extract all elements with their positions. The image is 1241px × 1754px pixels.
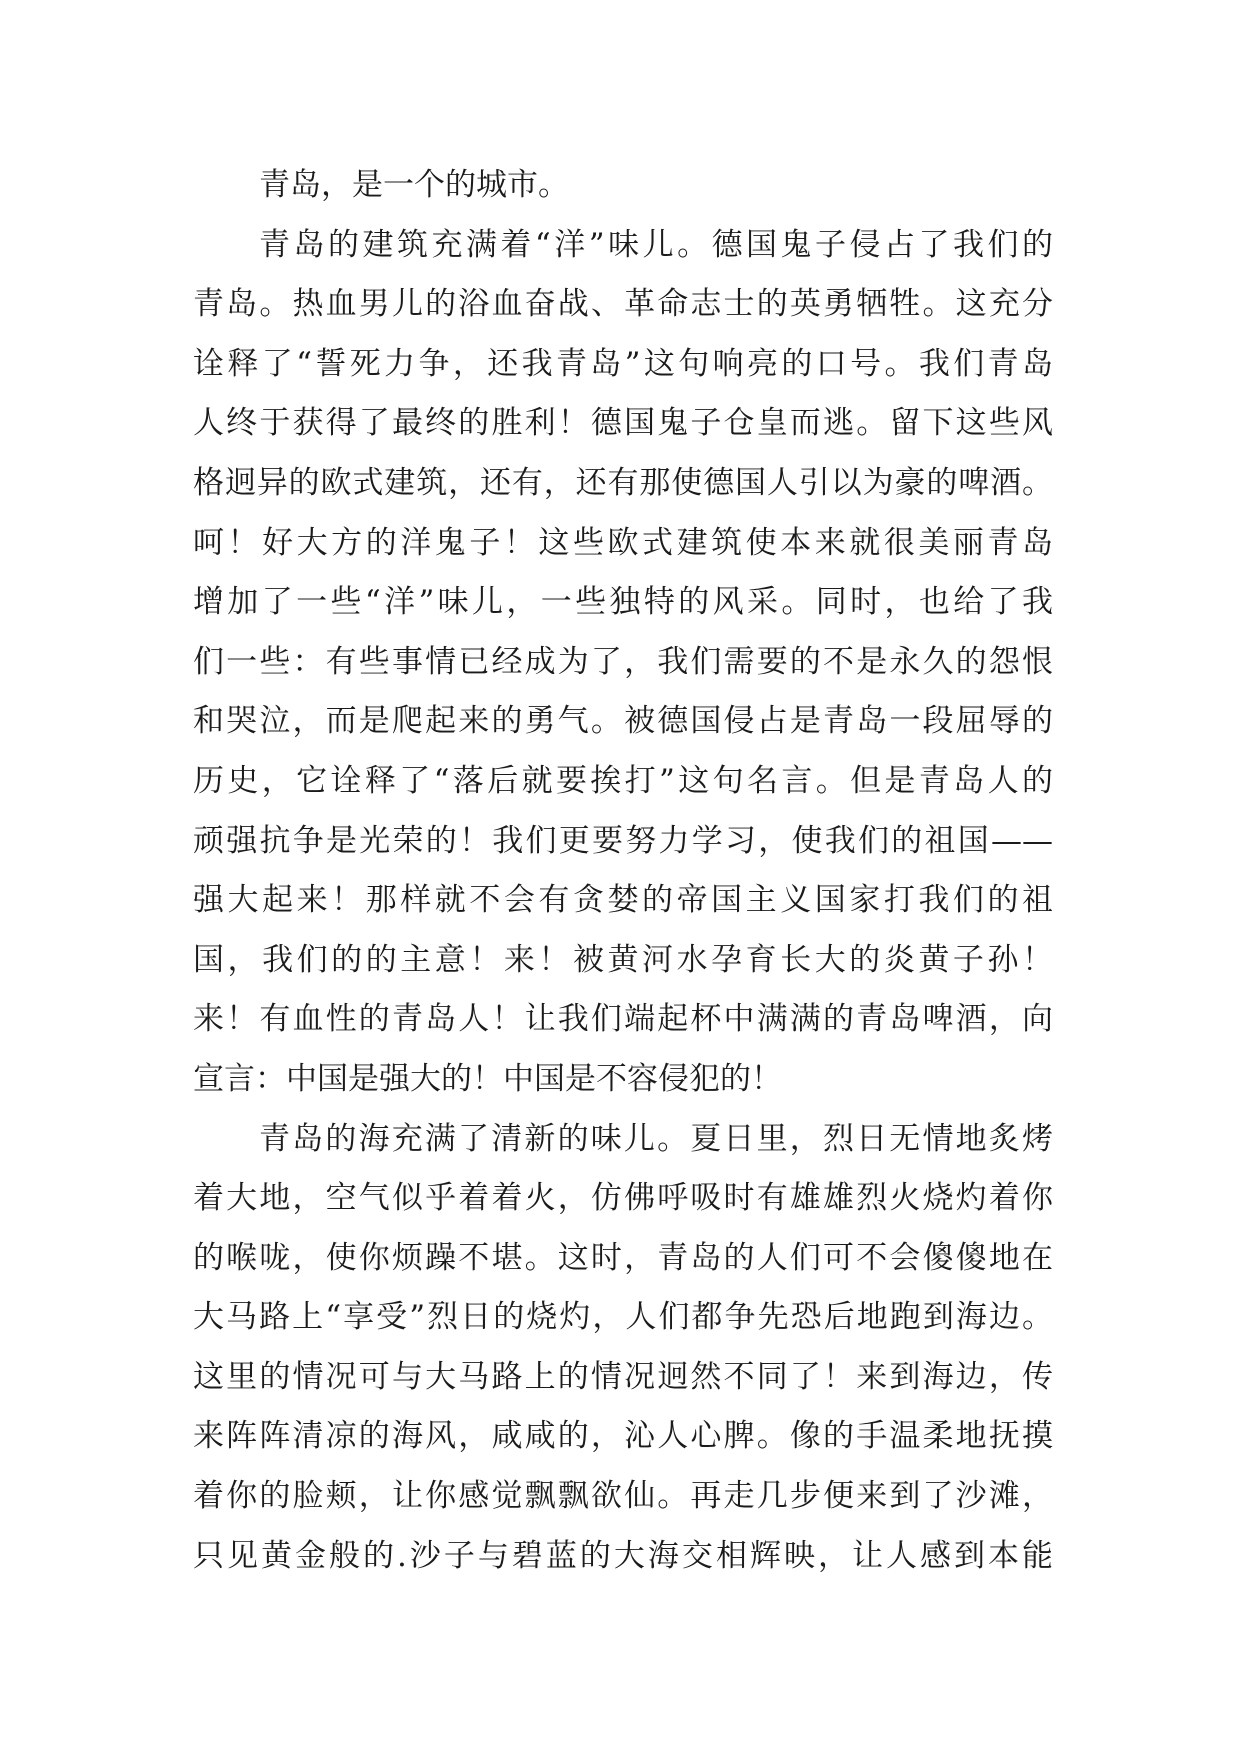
text-line: 青岛的海充满了清新的味儿。夏日里，烈日无情地炙烤 <box>259 1120 1053 1157</box>
text-line: 青岛，是一个的城市。 <box>259 167 569 203</box>
text-line: 顽强抗争是光荣的！我们更要努力学习，使我们的祖国—— <box>193 822 1053 859</box>
text-line: 增加了一些“洋”味儿，一些独特的风采。同时，也给了我 <box>193 584 1053 621</box>
text-line: 这里的情况可与大马路上的情况迥然不同了！来到海边，传 <box>193 1358 1053 1395</box>
text-line: 呵！好大方的洋鬼子！这些欧式建筑使本来就很美丽青岛 <box>193 524 1053 561</box>
text-line: 们一些：有些事情已经成为了，我们需要的不是永久的怨恨 <box>193 643 1053 680</box>
text-line: 只见黄金般的.沙子与碧蓝的大海交相辉映，让人感到本能 <box>193 1537 1053 1574</box>
text-line: 青岛的建筑充满着“洋”味儿。德国鬼子侵占了我们的 <box>259 226 1053 263</box>
text-line: 青岛。热血男儿的浴血奋战、革命志士的英勇牺牲。这充分 <box>193 286 1053 323</box>
text-line: 大马路上“享受”烈日的烧灼，人们都争先恐后地跑到海边。 <box>193 1299 1053 1336</box>
text-line: 宣言：中国是强大的！中国是不容侵犯的！ <box>193 1060 782 1097</box>
text-line: 强大起来！那样就不会有贪婪的帝国主义国家打我们的祖 <box>193 882 1053 919</box>
text-line: 历史，它诠释了“落后就要挨打”这句名言。但是青岛人的 <box>193 762 1053 799</box>
text-line: 来阵阵清凉的海风，咸咸的，沁人心脾。像的手温柔地抚摸 <box>193 1418 1053 1455</box>
text-line: 着大地，空气似乎着着火，仿佛呼吸时有雄雄烈火烧灼着你 <box>193 1180 1053 1217</box>
text-line: 国，我们的的主意！来！被黄河水孕育长大的炎黄子孙！ <box>193 941 1053 978</box>
text-line: 着你的脸颊，让你感觉飘飘欲仙。再走几步便来到了沙滩， <box>193 1478 1053 1515</box>
text-line: 格迥异的欧式建筑，还有，还有那使德国人引以为豪的啤酒。 <box>193 464 1053 501</box>
text-line: 的喉咙，使你烦躁不堪。这时，青岛的人们可不会傻傻地在 <box>193 1239 1053 1276</box>
text-line: 诠释了“誓死力争，还我青岛”这句响亮的口号。我们青岛 <box>193 345 1053 382</box>
text-line: 人终于获得了最终的胜利！德国鬼子仓皇而逃。留下这些风 <box>193 405 1053 442</box>
text-line: 来！有血性的青岛人！让我们端起杯中满满的青岛啤酒，向 <box>193 1001 1053 1038</box>
text-line: 和哭泣，而是爬起来的勇气。被德国侵占是青岛一段屈辱的 <box>193 703 1053 740</box>
document-body <box>193 156 1053 1586</box>
